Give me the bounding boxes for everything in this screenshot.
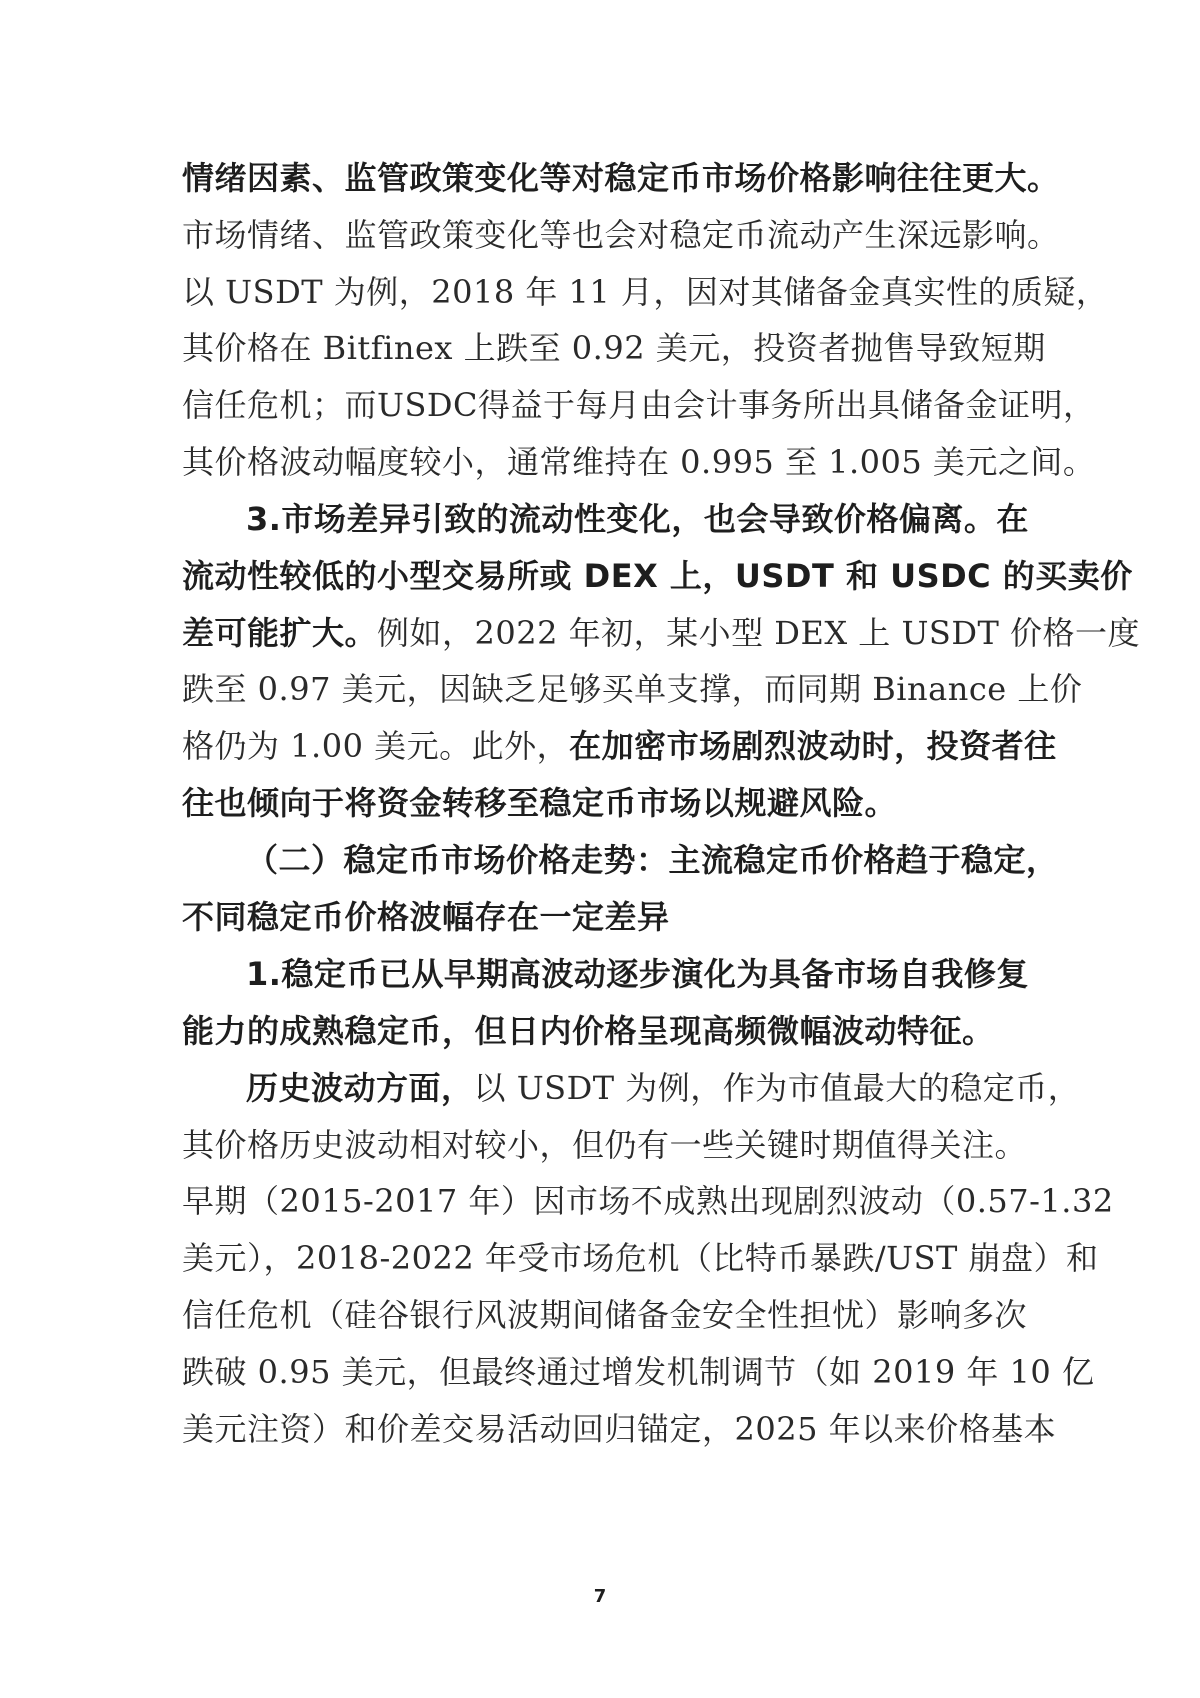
text-line bbox=[182, 1068, 1081, 1108]
text-segment: 其价格波动幅度较小，通常维持在 0.995 至 1.005 美元之间。 bbox=[182, 443, 1096, 481]
text-segment: 美元），2018-2022 年受市场危机（比特币暴跌/UST 崩盘）和 bbox=[182, 1239, 1099, 1277]
text-segment: 跌至 0.97 美元，因缺乏足够买单支撑，而同期 Binance 上价 bbox=[182, 670, 1083, 708]
bold-text-segment: 在加密市场剧烈波动时，投资者往 bbox=[569, 727, 1057, 765]
text-segment: 例如，2022 年初，某小型 DEX 上 USDT 价格一度 bbox=[377, 614, 1141, 652]
bold-text-segment: 流动性较低的小型交易所或 DEX 上，USDT 和 USDC 的买卖价 bbox=[182, 557, 1133, 595]
text-line bbox=[182, 158, 1060, 198]
bold-text-segment: 情绪因素、监管政策变化等对稳定币市场价格影响往往更大。 bbox=[182, 159, 1060, 197]
text-line bbox=[182, 1011, 1022, 1051]
text-line bbox=[182, 613, 1141, 653]
text-segment: 信任危机；而USDC得益于每月由会计事务所出具储备金证明， bbox=[182, 386, 1096, 424]
text-segment: 其价格在 Bitfinex 上跌至 0.92 美元，投资者抛售导致短期 bbox=[182, 329, 1046, 367]
bold-text-segment: 1.稳定币已从早期高波动逐步演化为具备市场自我修复 bbox=[246, 955, 1029, 993]
text-segment: 以 USDT 为例，作为市值最大的稳定币， bbox=[473, 1069, 1081, 1107]
text-segment: 其价格历史波动相对较小，但仍有一些关键时期值得关注。 bbox=[182, 1126, 1028, 1164]
text-line bbox=[182, 1409, 1057, 1449]
bold-text-segment: 历史波动方面， bbox=[246, 1069, 474, 1107]
text-line bbox=[182, 840, 1059, 880]
text-line bbox=[182, 726, 1057, 766]
text-segment: 信任危机（硅谷银行风波期间储备金安全性担忧）影响多次 bbox=[182, 1296, 1028, 1334]
page-number: 7 bbox=[593, 1586, 607, 1607]
text-line bbox=[182, 1125, 1028, 1165]
text-line bbox=[182, 1295, 1028, 1335]
bold-text-segment: 能力的成熟稳定币，但日内价格呈现高频微幅波动特征。 bbox=[182, 1012, 995, 1050]
bold-text-segment: 往也倾向于将资金转移至稳定币市场以规避风险。 bbox=[182, 784, 898, 822]
text-line bbox=[182, 385, 1096, 425]
text-line bbox=[182, 215, 1060, 255]
text-line bbox=[182, 328, 1046, 368]
bold-text-segment: （二）稳定币市场价格走势：主流稳定币价格趋于稳定， bbox=[246, 841, 1059, 879]
text-line bbox=[182, 272, 1109, 312]
text-segment: 格仍为 1.00 美元。此外， bbox=[182, 727, 570, 765]
text-line bbox=[182, 442, 1096, 482]
text-line bbox=[182, 783, 1022, 823]
bold-text-segment: 不同稳定币价格波幅存在一定差异 bbox=[182, 898, 670, 936]
text-segment: 早期（2015-2017 年）因市场不成熟出现剧烈波动（0.57-1.32 bbox=[182, 1182, 1114, 1220]
text-segment: 跌破 0.95 美元，但最终通过增发机制调节（如 2019 年 10 亿 bbox=[182, 1353, 1095, 1391]
text-line bbox=[182, 1238, 1099, 1278]
text-line bbox=[182, 897, 1022, 937]
text-line bbox=[182, 1352, 1095, 1392]
text-segment: 市场情绪、监管政策变化等也会对稳定币流动产生深远影响。 bbox=[182, 216, 1060, 254]
bold-text-segment: 3.市场差异引致的流动性变化，也会导致价格偏离。在 bbox=[246, 500, 1029, 538]
text-segment: 以 USDT 为例，2018 年 11 月，因对其储备金真实性的质疑， bbox=[182, 273, 1109, 311]
text-line bbox=[182, 669, 1083, 709]
text-line bbox=[182, 954, 1029, 994]
text-line bbox=[182, 499, 1029, 539]
text-line bbox=[182, 1181, 1114, 1221]
text-line bbox=[182, 556, 1133, 596]
text-segment: 美元注资）和价差交易活动回归锚定，2025 年以来价格基本 bbox=[182, 1410, 1057, 1448]
bold-text-segment: 差可能扩大。 bbox=[182, 614, 378, 652]
